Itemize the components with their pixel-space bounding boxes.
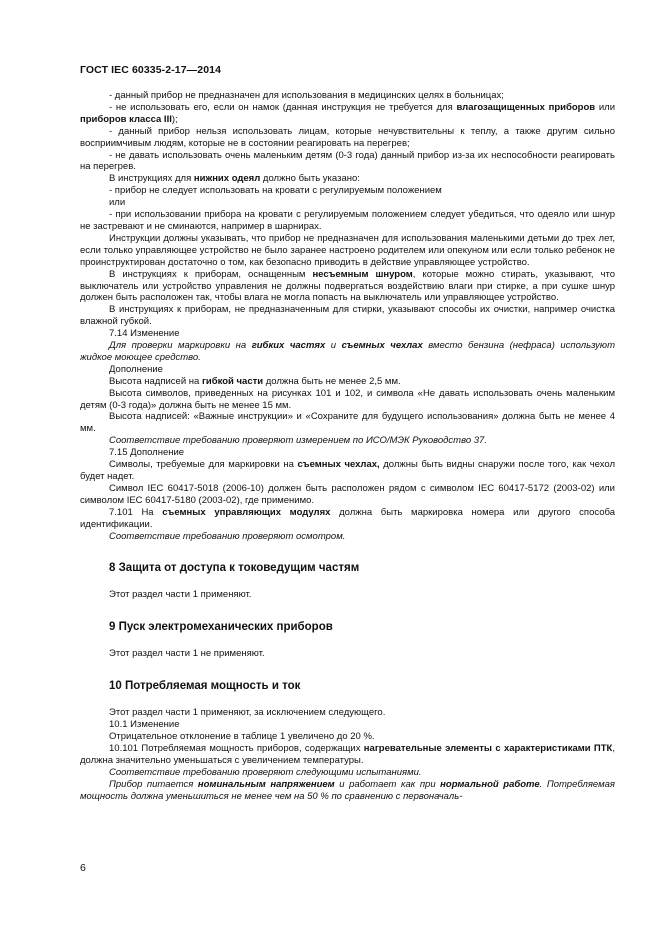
paragraph — [80, 531, 615, 543]
heading-text: 9 Пуск электромеханических приборов — [109, 621, 333, 634]
text-run: Символ IEC 60417-5018 (2006-10) должен быть расположен рядом с символом IEC 60417-5172 (2003-02) или символом IEC 60417-5180 (2003-02), где применимо. — [80, 482, 615, 506]
text-run: . Потребляемая мощность должна уменьшиться не менее чем на 50 % по сравнению с первоначаль- — [80, 778, 615, 802]
heading-text: 8 Защита от доступа к токоведущим частям — [109, 562, 360, 575]
text-run: или — [109, 197, 126, 209]
text-run: - не давать использовать очень маленьким детям (0-3 года) данный прибор из-за их неспособности реагировать на перегрев. — [80, 149, 615, 173]
text-run: вместо бензина (нефраса) используют жидкое моющее средство. — [80, 340, 615, 363]
paragraph — [80, 90, 615, 102]
document-header: ГОСТ IEC 60335-2-17—2014 — [80, 64, 222, 76]
paragraph — [80, 328, 615, 340]
text-run: В инструкциях для — [109, 173, 194, 185]
paragraph — [80, 435, 615, 447]
paragraph — [80, 102, 615, 126]
paragraph — [80, 648, 615, 660]
text-run: 10.1 Изменение — [109, 719, 180, 731]
paragraph — [80, 185, 615, 197]
text-run: , должна значительно уменьшаться с увеличением температуры. — [80, 742, 616, 766]
paragraph — [80, 126, 615, 150]
paragraph — [80, 364, 615, 376]
text-run: В инструкциях к приборам, оснащенным — [109, 268, 313, 280]
text-run: Соответствие требованию проверяют осмотром. — [109, 530, 346, 542]
paragraph — [80, 150, 615, 174]
text-run: Символы, требуемые для маркировки на — [109, 459, 298, 471]
paragraph — [80, 411, 615, 435]
bold-term: съемных чехлах, — [297, 459, 380, 471]
text-run: Высота надписей: «Важные инструкции» и «Сохраните для будущего использования» должна быть не менее 4 мм. — [80, 411, 615, 435]
text-run: - при использовании прибора на кровати с регулируемым положением следует убедиться, что одеяло или шнур не застревают и не сминаются, например в шарнирах. — [80, 209, 615, 232]
paragraph — [80, 340, 615, 364]
section-heading — [80, 620, 615, 634]
text-run: Высота надписей на — [109, 375, 202, 387]
text-run: 7.101 На — [109, 506, 163, 518]
paragraph — [80, 304, 615, 328]
paragraph — [80, 197, 615, 209]
bold-term: несъемным шнуром — [312, 268, 413, 280]
paragraph — [80, 589, 615, 601]
paragraph — [80, 447, 615, 459]
text-run: - не использовать его, если он намок (данная инструкция не требуется для — [109, 101, 457, 113]
paragraph — [80, 743, 615, 767]
text-run: Соответствие требованию проверяют измерением по ИСО/МЭК Руководство 37. — [109, 435, 487, 447]
paragraph — [80, 269, 615, 305]
paragraph — [80, 779, 615, 803]
text-run: 7.14 Изменение — [109, 328, 180, 340]
text-run: , которые можно стирать, указывают, что выключатель или устройство управления не должны подвергаться воздействию влаги при стирке, а при сушке шнур должен быть расположен так, чтобы влага не могла попасть на выключатель или управляющее устройство. — [80, 268, 615, 304]
paragraph — [80, 507, 615, 531]
text-run: Соответствие требованию проверяют следующими испытаниями. — [109, 766, 422, 778]
paragraph — [80, 483, 615, 507]
text-run: ); — [171, 113, 178, 125]
text-run: - прибор не следует использовать на кровати с регулируемым положением — [109, 185, 442, 197]
text-run: Этот раздел части 1 применяют. — [109, 589, 252, 601]
bold-term: влагозащищенных приборов — [456, 101, 596, 113]
bold-term: нормальной работе — [440, 778, 540, 790]
text-run: - данный прибор не предназначен для использования в медицинских целях в больницах; — [109, 90, 504, 101]
bold-term: гибкой части — [201, 375, 264, 387]
paragraph — [80, 388, 615, 412]
text-run: В инструкциях к приборам, не предназначенным для стирки, указывают способы их очистки, например очистка влажной губкой. — [80, 304, 615, 328]
text-run: Отрицательное отклонение в таблице 1 увеличено до 20 %. — [109, 731, 375, 743]
paragraph — [80, 459, 615, 483]
text-run: или — [595, 101, 616, 113]
bold-term: нижних одеял — [193, 173, 261, 185]
text-run: должны быть видны снаружи после того, как чехол будет надет. — [80, 459, 615, 482]
section-heading — [80, 561, 615, 575]
paragraph — [80, 173, 615, 185]
paragraph — [80, 376, 615, 388]
bold-term: номинальным напряжением — [197, 778, 335, 790]
paragraph — [80, 767, 615, 779]
text-run: должна быть маркировка номера или другого способа идентификации. — [80, 506, 615, 530]
bold-term: гибких частях — [251, 340, 326, 352]
text-run: и работает как при — [334, 778, 441, 790]
text-run: Этот раздел части 1 применяют, за исключением следующего. — [109, 707, 386, 719]
bold-term: приборов класса III — [80, 113, 172, 125]
heading-text: 10 Потребляемая мощность и ток — [109, 680, 301, 693]
text-run: 10.101 Потребляемая мощность приборов, содержащих — [109, 742, 364, 754]
paragraph — [80, 719, 615, 731]
text-run: 7.15 Дополнение — [109, 447, 185, 459]
paragraph — [80, 233, 615, 269]
document-body — [80, 90, 615, 803]
text-run: Прибор питается — [109, 778, 198, 790]
text-run: Высота символов, приведенных на рисунках 101 и 102, и символа «Не давать использовать очень маленьким детям (0-3 года)» должна быть не менее 15 мм. — [80, 387, 615, 411]
text-run: Дополнение — [109, 363, 163, 375]
bold-term: съемных чехлах — [341, 340, 423, 352]
text-run: должно быть указано: — [260, 173, 360, 185]
text-run: и — [325, 340, 342, 352]
bold-term: съемных управляющих модулях — [162, 506, 331, 518]
paragraph — [80, 209, 615, 233]
paragraph — [80, 707, 615, 719]
text-run: Для проверки маркировки на — [109, 340, 252, 352]
page-number: 6 — [80, 862, 86, 874]
text-run: должна быть не менее 2,5 мм. — [263, 375, 401, 387]
paragraph — [80, 731, 615, 743]
text-run: Инструкции должны указывать, что прибор не предназначен для использования маленькими детьми до трех лет, если только управляющее устройство не было заранее настроено родителем или опекуном или если только ребенок не проинструктирован достаточно о том, как безопасно приводить в действие управляющее устройство. — [80, 232, 615, 268]
text-run: Этот раздел части 1 не применяют. — [109, 648, 265, 660]
bold-term: нагревательные элементы с характеристиками ПТК — [363, 742, 613, 754]
section-heading — [80, 679, 615, 693]
text-run: - данный прибор нельзя использовать лицам, которые нечувствительны к теплу, а также другим сильно восприимчивым людям, которые не в состоянии реагировать на перегрев; — [80, 125, 615, 149]
